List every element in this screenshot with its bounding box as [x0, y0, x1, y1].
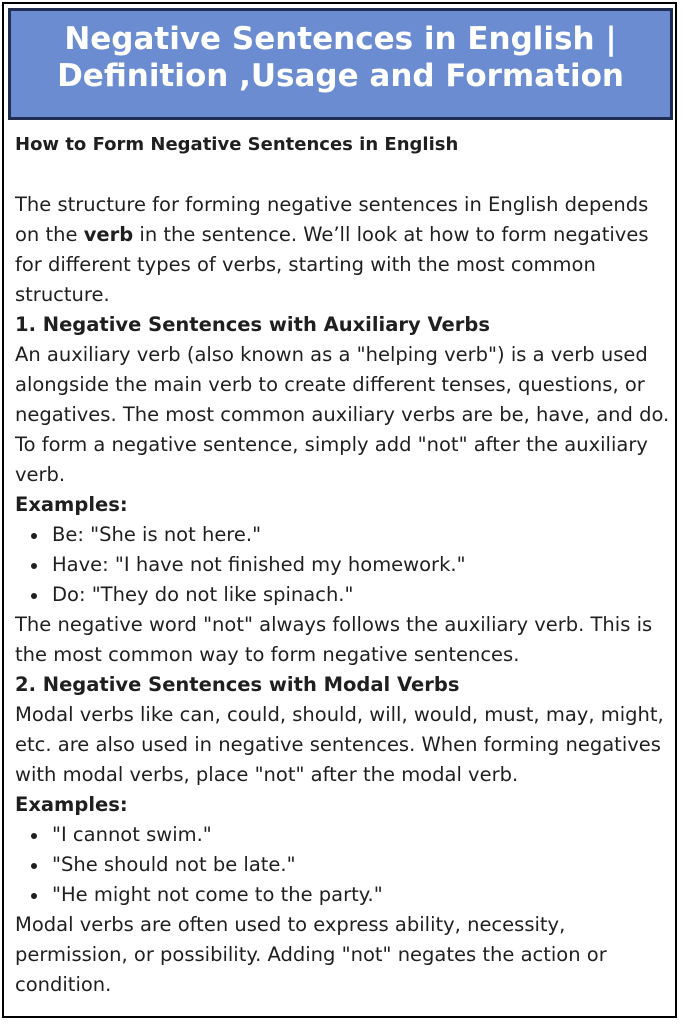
section1-heading: 1. Negative Sentences with Auxiliary Verbs [15, 313, 490, 336]
section2-heading: 2. Negative Sentences with Modal Verbs [15, 673, 460, 696]
list-item: Have: "I have not finished my homework." [15, 550, 675, 580]
list-item: "I cannot swim." [15, 820, 675, 850]
section1-examples-label: Examples: [15, 493, 128, 516]
section2-note: Modal verbs are often used to express ability, necessity, permission, or possibility. Adding "not" negates the action or condition. [15, 913, 607, 996]
intro-heading: How to Form Negative Sentences in English [15, 134, 459, 155]
section2-examples-list [15, 820, 675, 910]
title-line-1: Negative Sentences in English | [64, 21, 617, 57]
list-item: "He might not come to the party." [15, 880, 675, 910]
list-item: Be: "She is not here." [15, 520, 675, 550]
list-item: "She should not be late." [15, 850, 675, 880]
section2-examples-label: Examples: [15, 793, 128, 816]
section2-body: Modal verbs like can, could, should, will, would, must, may, might, etc. are also used in negative sentences. When forming negatives with modal verbs, place "not" after the modal verb. [15, 703, 664, 786]
section1-body: An auxiliary verb (also known as a "helping verb") is a verb used alongside the main verb to create different tenses, questions, or negatives. The most common auxiliary verbs are be, have, and do. To form a negative sentence, simply add "not" after the auxiliary verb. [15, 343, 670, 486]
section1-examples-list [15, 520, 675, 610]
intro-text-before: The structure for forming negative sentences in English depends on the [15, 193, 649, 246]
intro-text-bold: verb [83, 223, 134, 246]
section1-note: The negative word "not" always follows the auxiliary verb. This is the most common way to form negative sentences. [15, 613, 653, 666]
intro-text-after: in the sentence. We’ll look at how to form negatives for different types of verbs, starting with the most common structure. [15, 223, 649, 306]
title-banner [8, 8, 673, 120]
intro-paragraph [15, 190, 675, 310]
list-item: Do: "They do not like spinach." [15, 580, 675, 610]
spacer [15, 160, 675, 190]
article-content [15, 130, 675, 1000]
title-line-2: Definition ,Usage and Formation [57, 58, 624, 94]
